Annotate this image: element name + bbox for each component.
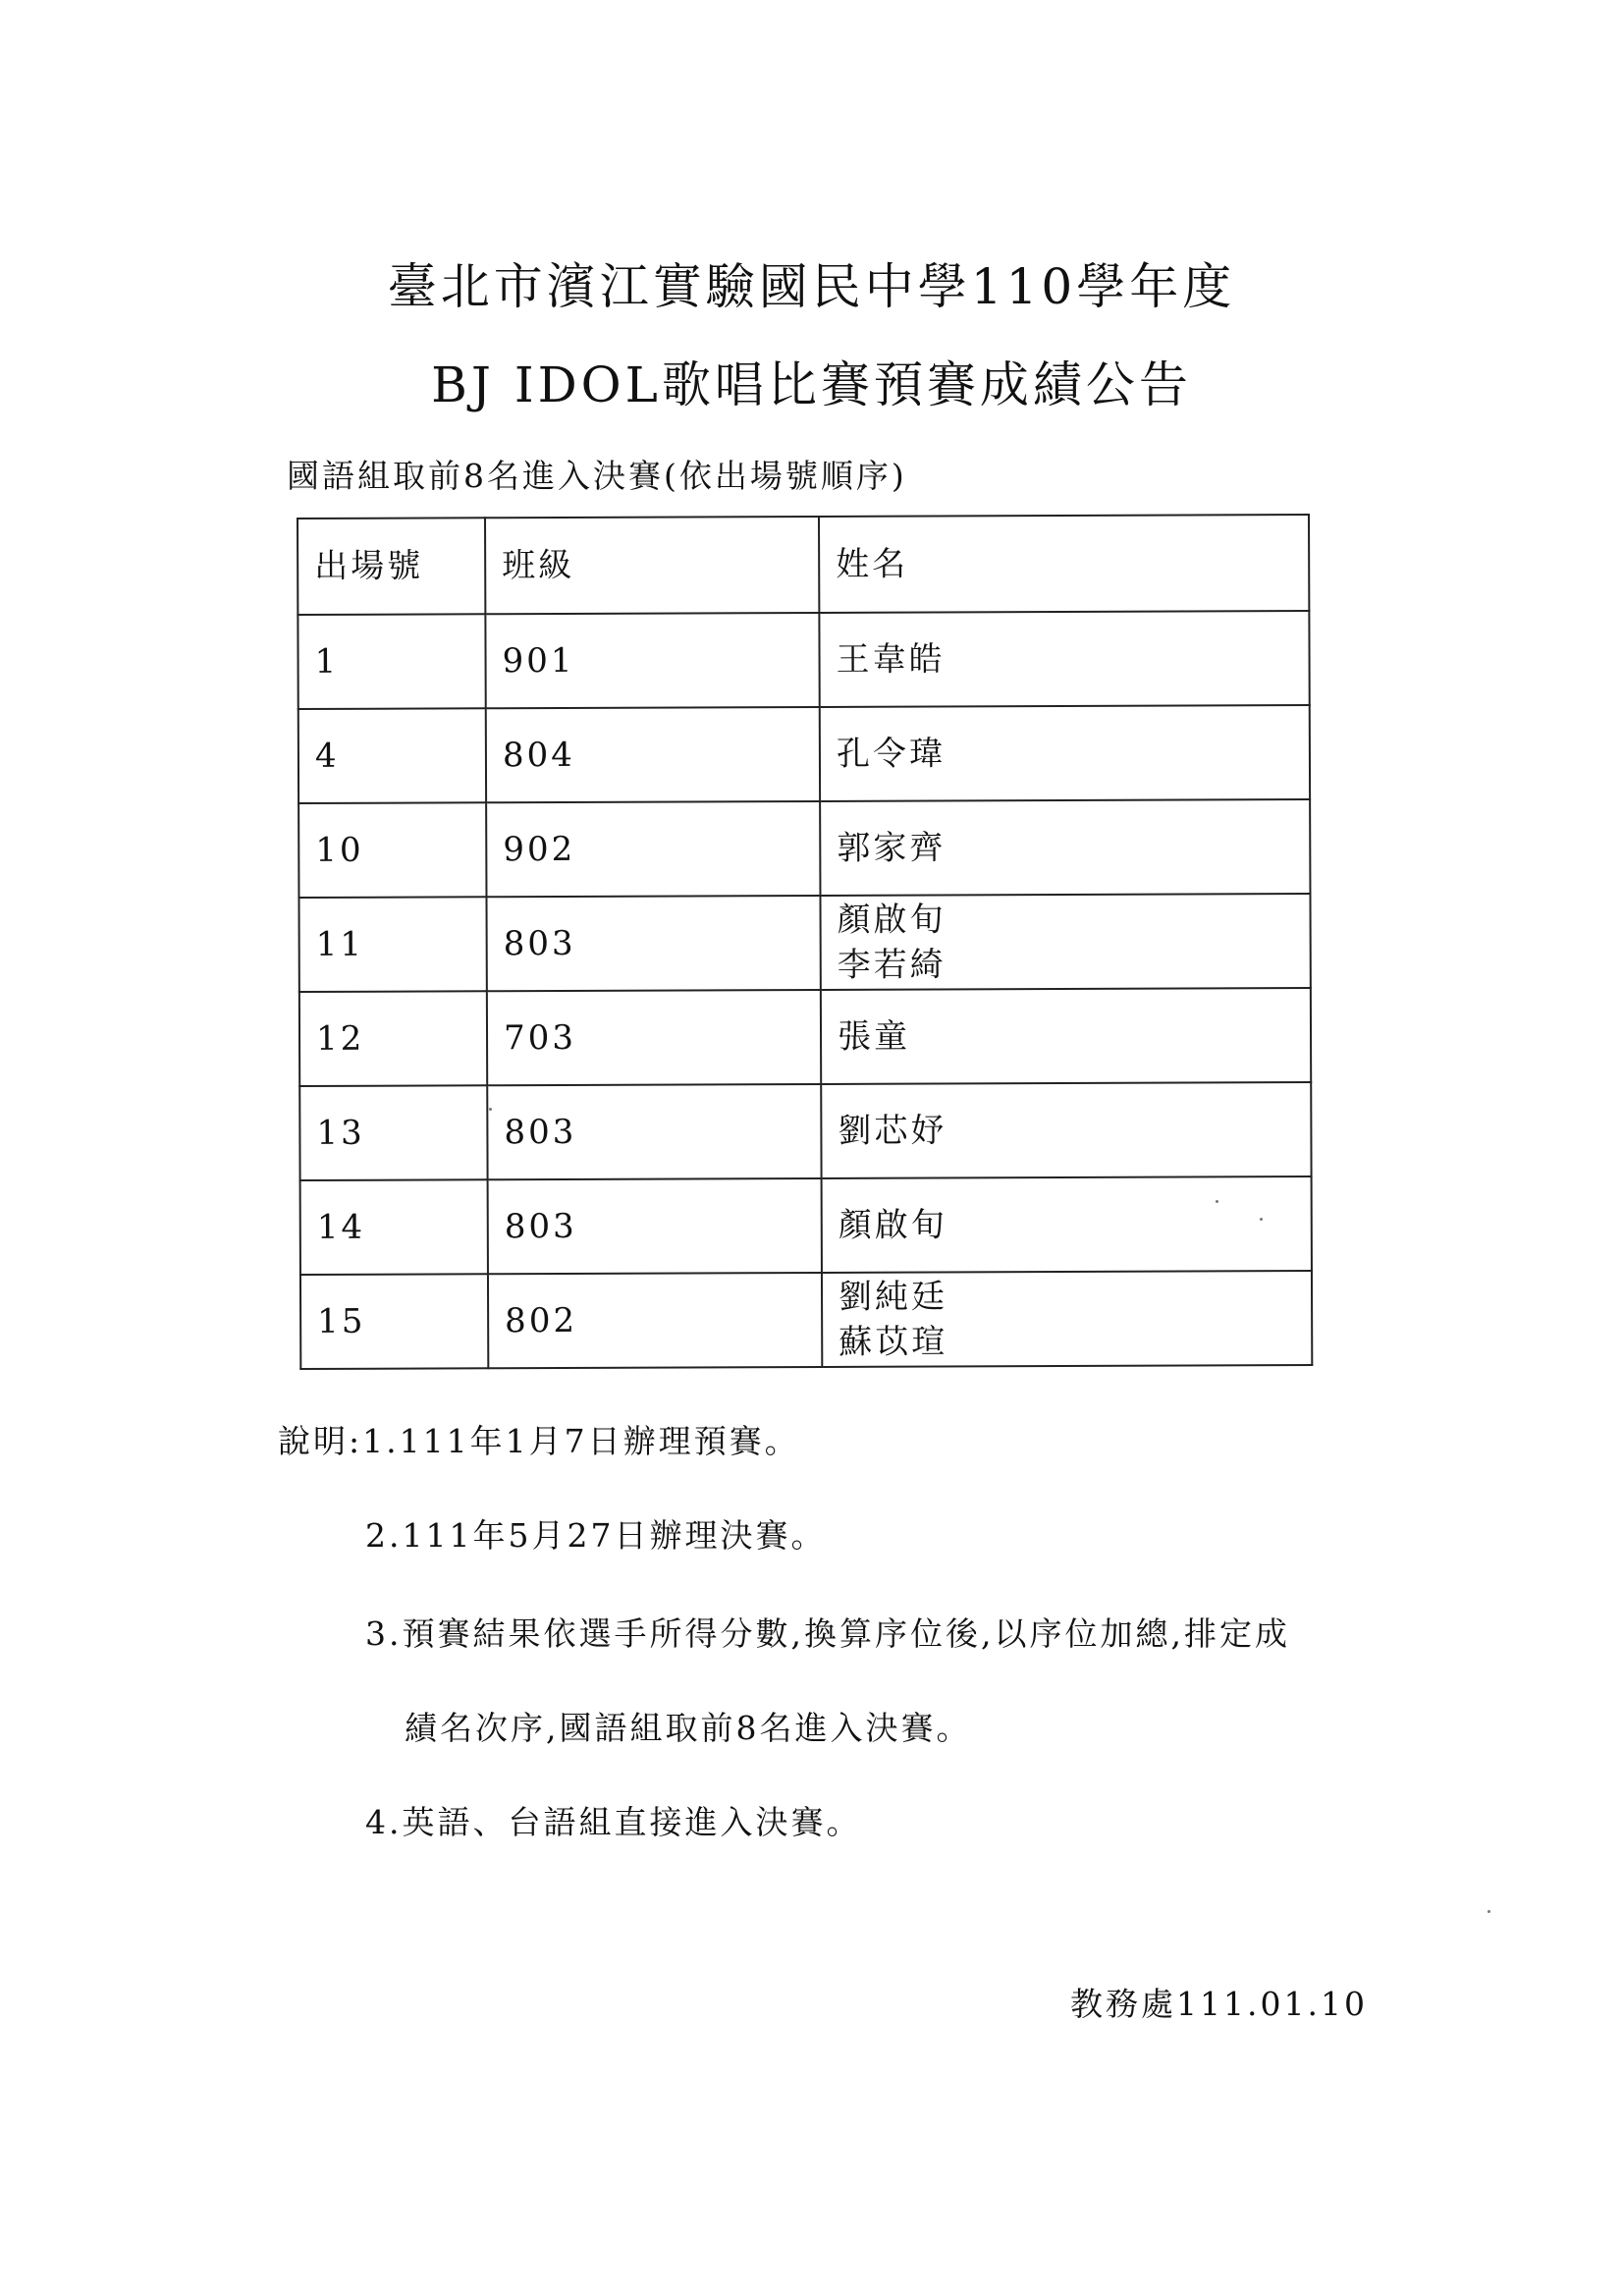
class-cell: 902 — [486, 801, 820, 897]
name-cell — [820, 705, 1310, 801]
document-title-line1: 臺北市濱江實驗國民中學110學年度 — [387, 258, 1236, 315]
student-name: 李若綺 — [837, 945, 947, 985]
student-name: 顏啟旬 — [837, 900, 947, 940]
table-row — [298, 894, 1310, 992]
name-cell — [821, 1082, 1311, 1178]
scan-speck — [1488, 1910, 1490, 1913]
table-row — [298, 705, 1310, 803]
student-name: 張童 — [837, 1016, 911, 1057]
entry-number-cell: 15 — [300, 1274, 488, 1369]
header-class: 班級 — [485, 517, 819, 614]
student-name: 顏啟旬 — [838, 1205, 947, 1245]
entry-number-cell: 4 — [298, 708, 486, 803]
name-cell — [821, 988, 1311, 1084]
class-cell: 802 — [488, 1273, 822, 1368]
entry-number-cell: 10 — [298, 802, 486, 898]
name-cell — [820, 799, 1310, 896]
student-name: 劉芯妤 — [838, 1111, 947, 1151]
class-cell: 803 — [488, 1178, 822, 1274]
class-cell: 804 — [486, 707, 820, 802]
table-row — [298, 799, 1310, 898]
note-3-line1: 3.預賽結果依選手所得分數,換算序位後,以序位加總,排定成 — [365, 1614, 1290, 1653]
entry-number-cell: 11 — [298, 897, 486, 992]
student-name: 孔令瑋 — [836, 734, 947, 774]
student-name: 劉純廷 — [838, 1277, 948, 1317]
student-name: 郭家齊 — [837, 828, 947, 868]
results-table — [297, 514, 1313, 1370]
name-cell — [819, 611, 1309, 707]
class-cell: 803 — [487, 1084, 821, 1179]
student-name: 蘇苡瑄 — [839, 1322, 948, 1362]
entry-number-cell: 14 — [300, 1179, 488, 1275]
header-entry-number: 出場號 — [298, 518, 485, 615]
table-row — [300, 1271, 1312, 1369]
note-3-line2: 績名次序,國語組取前8名進入決賽。 — [405, 1709, 972, 1747]
table-body — [298, 611, 1312, 1369]
table-row — [299, 1082, 1311, 1180]
scan-speck — [1260, 1218, 1263, 1221]
name-cell — [822, 1176, 1312, 1273]
table-row — [299, 988, 1311, 1086]
class-cell: 803 — [486, 896, 820, 991]
document-title-line2: BJ IDOL歌唱比賽預賽成績公告 — [431, 356, 1192, 413]
entry-number-cell: 13 — [299, 1085, 487, 1180]
class-cell: 703 — [487, 990, 821, 1085]
note-2: 2.111年5月27日辦理決賽。 — [365, 1516, 827, 1555]
class-cell: 901 — [485, 613, 819, 708]
header-name: 姓名 — [819, 515, 1309, 613]
table-header-row — [298, 515, 1309, 615]
table-row — [298, 611, 1309, 709]
entry-number-cell: 1 — [298, 614, 485, 709]
table-row — [300, 1176, 1312, 1275]
name-cell — [820, 894, 1310, 990]
scan-speck — [489, 1108, 492, 1111]
entry-number-cell: 12 — [299, 991, 487, 1086]
note-1: 說明:1.111年1月7日辦理預賽。 — [278, 1422, 800, 1460]
issuer-and-date: 教務處111.01.10 — [1070, 1985, 1368, 2023]
name-cell — [822, 1271, 1312, 1367]
note-4: 4.英語、台語組直接進入決賽。 — [365, 1803, 862, 1841]
scan-speck — [1216, 1200, 1218, 1203]
table-caption: 國語組取前8名進入決賽(依出場號順序) — [287, 457, 907, 495]
student-name: 王韋皓 — [836, 639, 946, 680]
